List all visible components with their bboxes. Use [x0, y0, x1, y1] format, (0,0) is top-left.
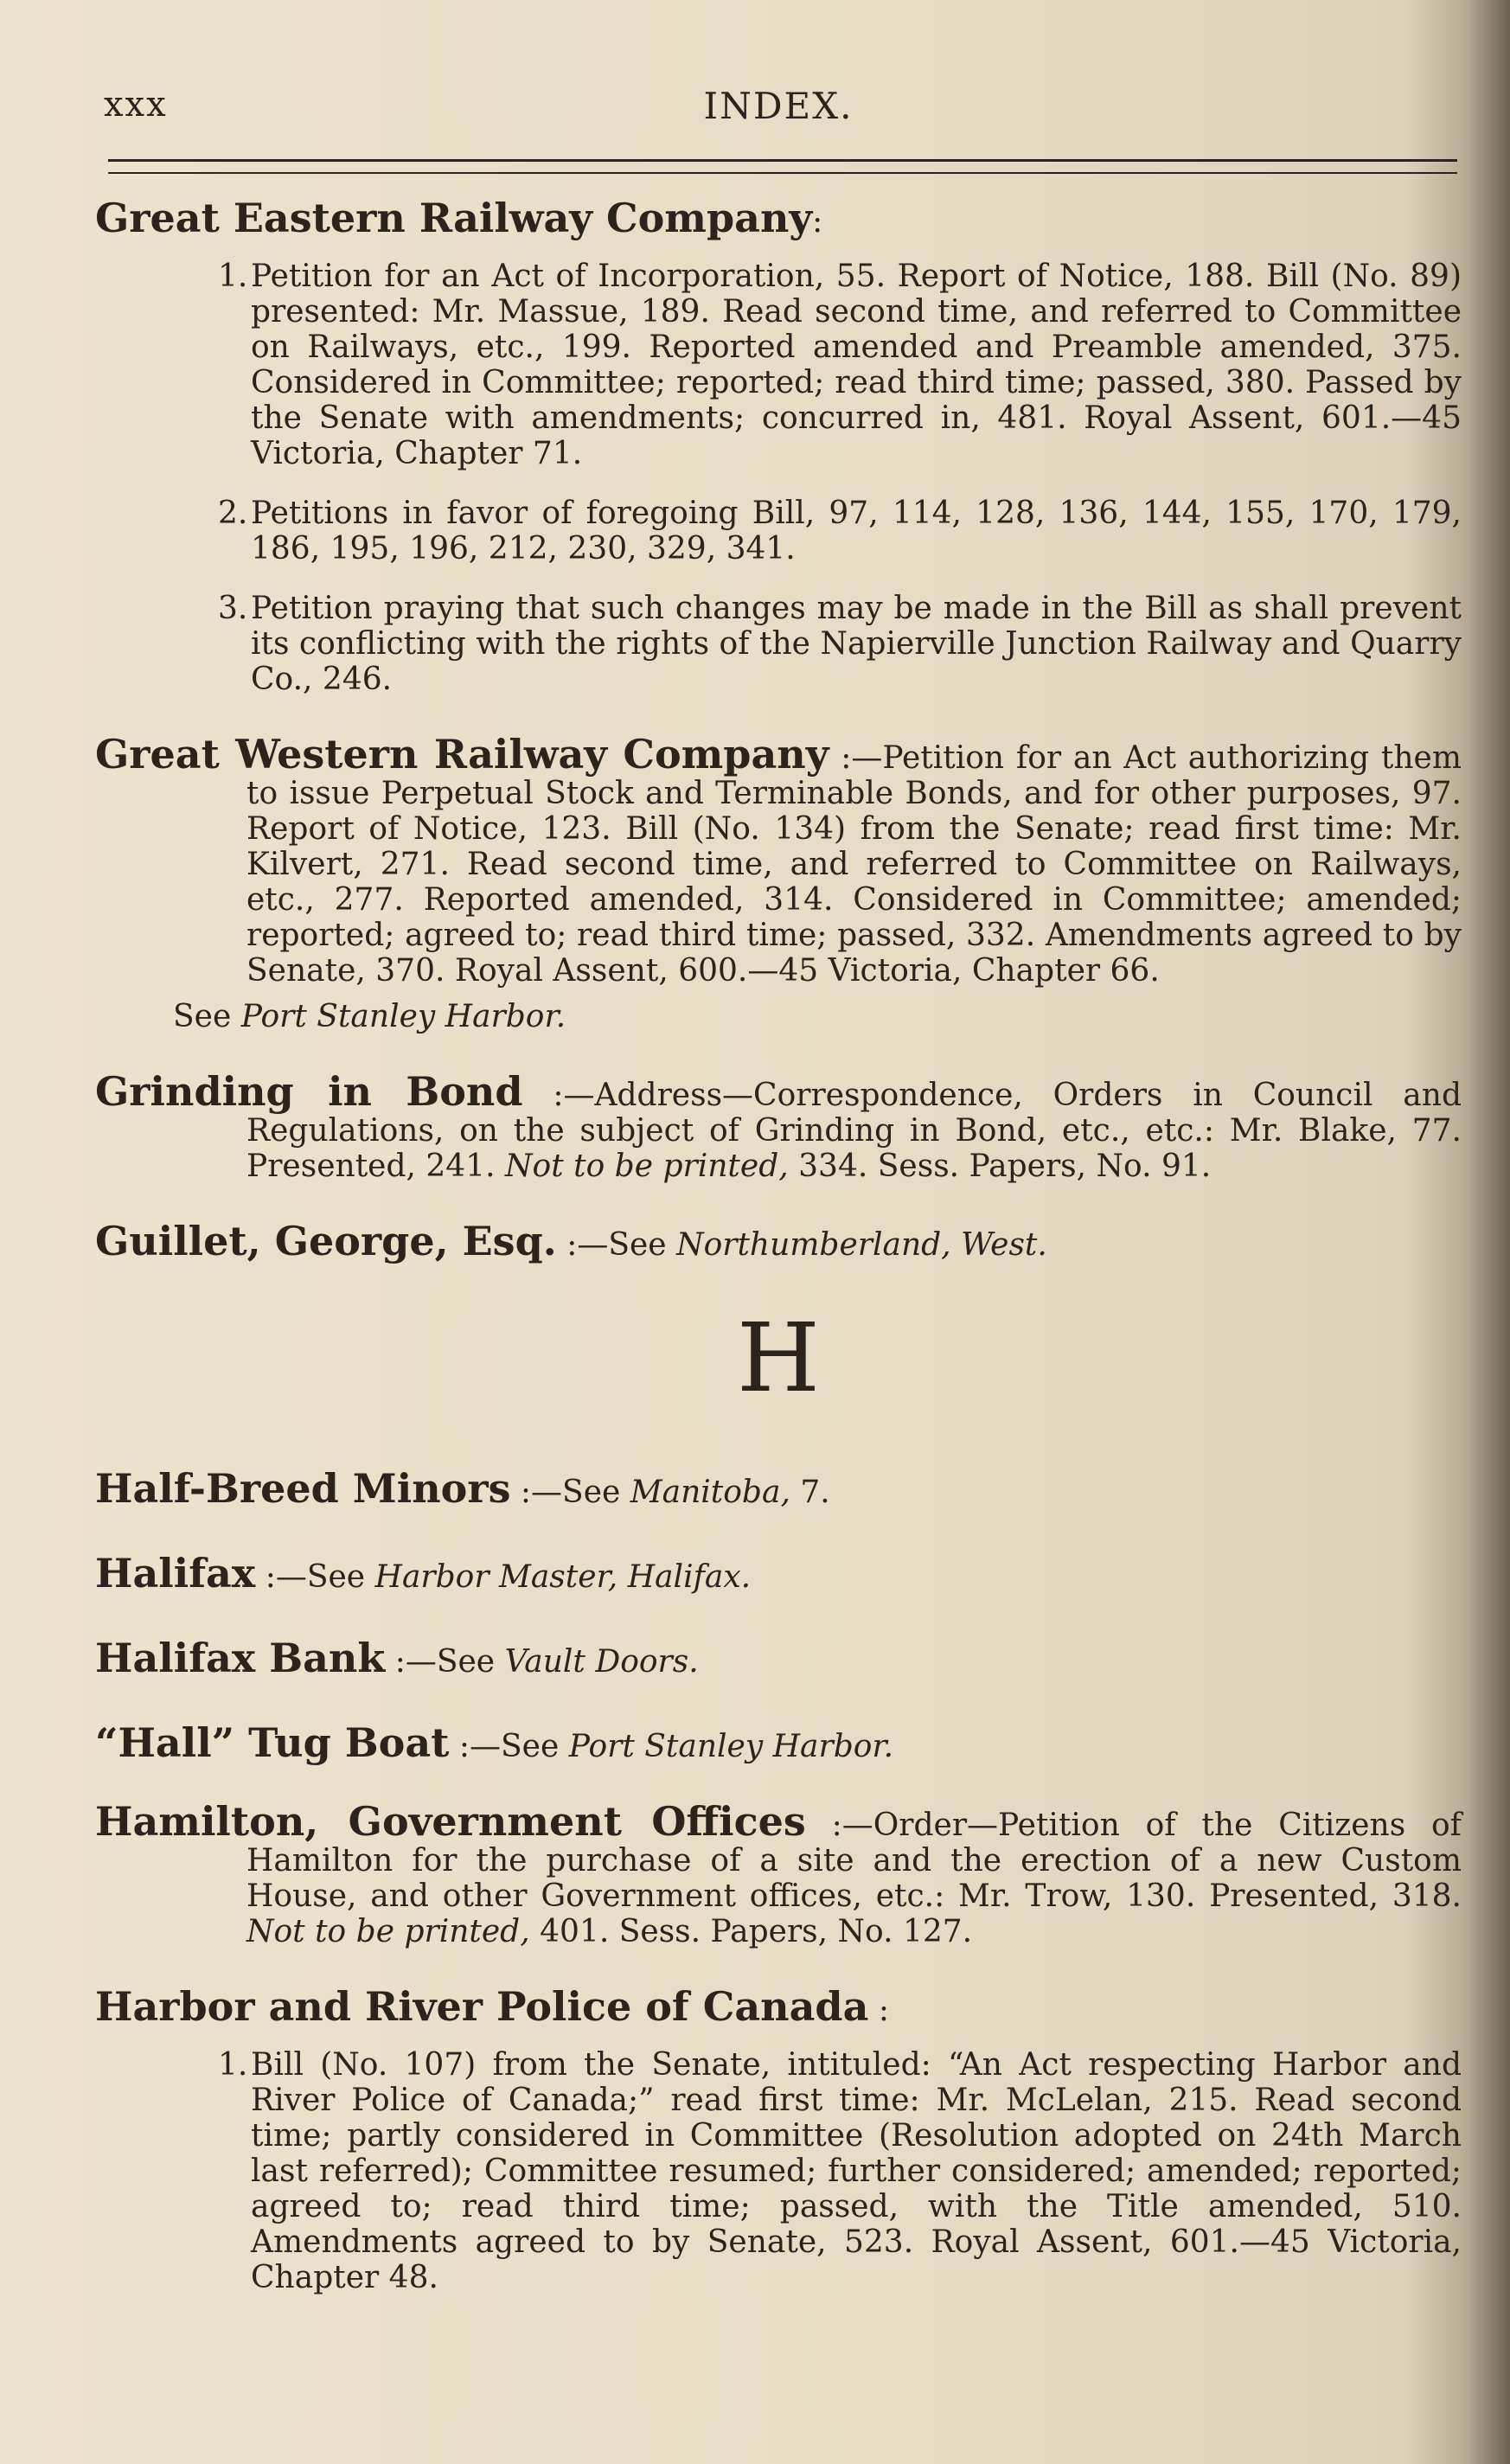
- item-text: Petition for an Act of Incorporation, 55. Report of Notice, 188. Bill (No. 89) presented: Mr. Massue, 189. Read second time, and referred to Committee on Railways, etc., 199. Reported amended and Preamble amended, 375. Considered in Committee; reported; read third time; passed, 380. Passed by the Senate with amendments; concurred in, 481. Royal Assent, 601.—45 Victoria, Chapter 71.: [251, 259, 1462, 471]
- entry-separator: :—See: [255, 1559, 366, 1595]
- entry-item: [95, 591, 1462, 697]
- index-entry: [95, 1635, 1462, 1681]
- index-content: [95, 195, 1462, 2335]
- entry-text: 401. Sess. Papers, No. 127.: [540, 1914, 973, 1949]
- entry-heading: Halifax Bank: [95, 1635, 386, 1681]
- page-number: xxx: [104, 85, 168, 125]
- entry-separator: :: [868, 1993, 889, 2028]
- entry-separator: :—See: [449, 1729, 560, 1764]
- entry-item: [95, 2047, 1462, 2295]
- index-entry: [95, 1068, 1462, 1184]
- item-text: Petition praying that such changes may be made in the Bill as shall prevent its conflicting with the rights of the Napierville Junction Railway and Quarry Co., 246.: [251, 591, 1462, 697]
- index-entry: [95, 731, 1462, 1034]
- index-entry: [95, 1719, 1462, 1766]
- see-reference: Northumberland, West.: [676, 1227, 1047, 1263]
- index-entry: [95, 1798, 1462, 1949]
- entry-heading: Guillet, George, Esq.: [95, 1218, 557, 1264]
- entry-separator: :—: [805, 1808, 873, 1843]
- entry-text: Petition for an Act authorizing them to issue Perpetual Stock and Terminable Bonds, and for other purposes, 97. Report of Notice, 123. Bill (No. 134) from the Senate; read first time: Mr. Kilvert, 271. Read second time, and referred to Committee on Railways, etc., 277. Reported amended, 314. Considered in Committee; amended; reported; agreed to; read third time; passed, 332. Amendments agreed to by Senate, 370. Royal Assent, 600.—45 Victoria, Chapter 66.: [246, 740, 1462, 989]
- entry-separator: :—See: [385, 1644, 496, 1680]
- running-head: INDEX.: [703, 85, 854, 127]
- see-reference: Manitoba,: [630, 1475, 790, 1510]
- entry-separator: :: [812, 204, 823, 240]
- entry-heading: Half-Breed Minors: [95, 1465, 511, 1512]
- index-entry: [95, 1218, 1462, 1264]
- entry-separator: :—See: [556, 1227, 667, 1263]
- see-reference: Vault Doors.: [504, 1644, 699, 1680]
- entry-italic: Not to be printed,: [246, 1914, 530, 1949]
- entry-heading: Hamilton, Government Offices: [95, 1798, 806, 1845]
- entry-heading: Great Eastern Railway Company: [95, 195, 813, 241]
- see-reference: Harbor Master, Halifax.: [374, 1559, 752, 1595]
- entry-body: [95, 731, 1462, 989]
- index-entry: [95, 1983, 1462, 2295]
- item-number: 1.: [218, 2047, 248, 2083]
- item-number: 3.: [218, 591, 248, 626]
- entry-text: Order—Petition of the Citizens of Hamilton for the purchase of a site and the erection of a new Custom House, and other Government offices, etc.: Mr. Trow, 130. Presented, 318.: [246, 1808, 1462, 1914]
- index-entry: [95, 1465, 1462, 1512]
- entry-body: [95, 1798, 1462, 1949]
- entry-heading: Halifax: [95, 1550, 256, 1597]
- entry-heading: Great Western Railway Company: [95, 731, 829, 778]
- see-reference: Port Stanley Harbor.: [240, 999, 566, 1034]
- entry-heading: “Hall” Tug Boat: [95, 1719, 450, 1766]
- entry-text: 7.: [800, 1475, 830, 1510]
- item-number: 2.: [218, 496, 248, 531]
- entry-heading: Harbor and River Police of Canada: [95, 1983, 869, 2030]
- entry-item: [95, 496, 1462, 566]
- section-letter: H: [737, 1302, 820, 1413]
- item-number: 1.: [218, 259, 248, 294]
- entry-italic: Not to be printed,: [505, 1149, 789, 1184]
- header-rule: [108, 159, 1457, 174]
- entry-body: [95, 1068, 1462, 1184]
- entry-text: 334. Sess. Papers, No. 91.: [798, 1149, 1212, 1184]
- entry-separator: :—: [829, 740, 883, 776]
- item-text: Petitions in favor of foregoing Bill, 97, 114, 128, 136, 144, 155, 170, 179, 186, 195, 196, 212, 230, 329, 341.: [251, 496, 1462, 566]
- entry-separator: :—: [522, 1078, 595, 1113]
- see-also: [95, 999, 1462, 1034]
- see-reference: Port Stanley Harbor.: [568, 1729, 894, 1764]
- entry-item: [95, 259, 1462, 471]
- entry-separator: :—See: [510, 1475, 621, 1510]
- entry-heading: Grinding in Bond: [95, 1068, 523, 1115]
- see-prefix: See: [173, 999, 232, 1034]
- index-entry: [95, 195, 1462, 697]
- item-text: Bill (No. 107) from the Senate, intituled: “An Act respecting Harbor and River Police of Canada;” read first time: Mr. McLelan, 215. Read second time; partly considered in Committee (Resolution adopted on 24th March last referred); Committee resumed; further considered; amended; reported; agreed to; read third time; passed, with the Title amended, 510. Amendments agreed to by Senate, 523. Royal Assent, 601.—45 Victoria, Chapter 48.: [251, 2047, 1462, 2295]
- entry-text: Address—Correspondence, Orders in Council and Regulations, on the subject of Grinding in Bond, etc., etc.: Mr. Blake, 77. Presented, 241.: [246, 1078, 1462, 1184]
- index-entry: [95, 1550, 1462, 1597]
